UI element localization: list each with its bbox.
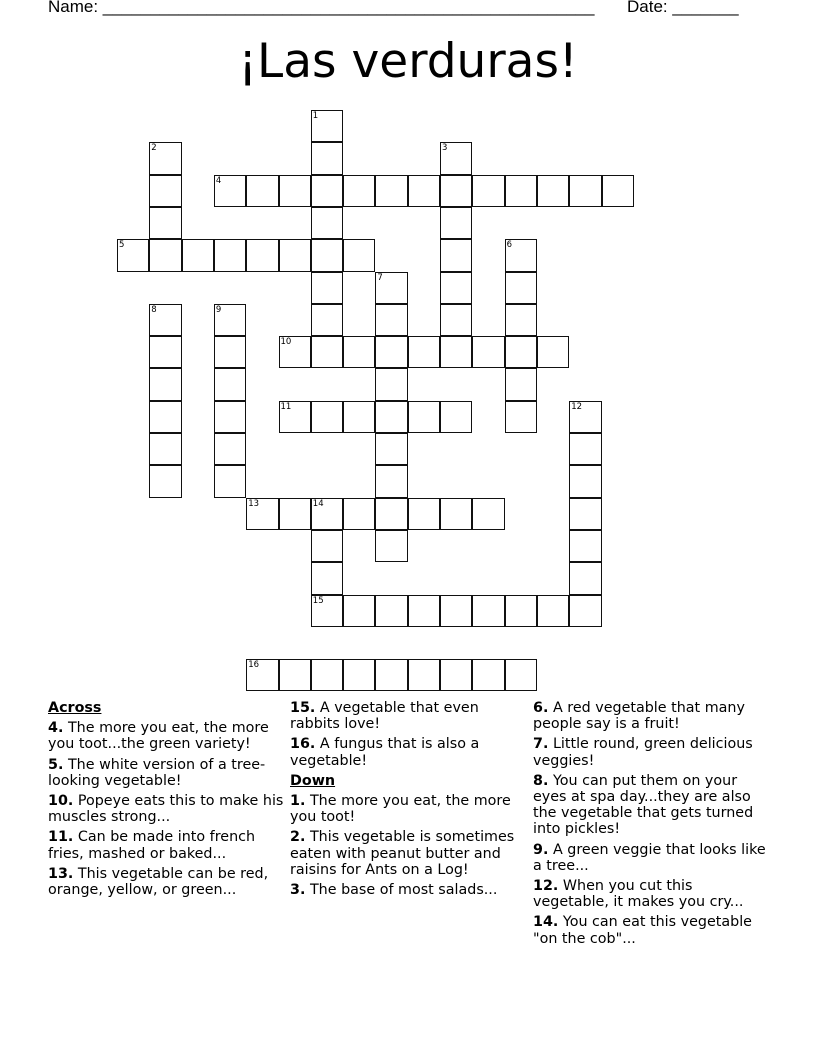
crossword-cell[interactable]: [440, 239, 472, 271]
crossword-cell[interactable]: [311, 498, 343, 530]
crossword-cell[interactable]: [440, 595, 472, 627]
clue-number: 2.: [290, 829, 306, 846]
crossword-cell[interactable]: [375, 401, 407, 433]
crossword-cell[interactable]: [440, 142, 472, 174]
clue-number: 13.: [48, 865, 74, 882]
clue-number: 16.: [290, 736, 316, 753]
clue-number: 14.: [533, 914, 559, 931]
crossword-cell[interactable]: [311, 142, 343, 174]
down-clue: [533, 773, 769, 838]
crossword-cell[interactable]: [505, 336, 537, 368]
crossword-cell[interactable]: [375, 498, 407, 530]
clue-number: 14: [312, 498, 324, 509]
crossword-cell[interactable]: [569, 175, 601, 207]
crossword-cell[interactable]: [311, 239, 343, 271]
clue-number: 9: [215, 304, 222, 315]
clue-text: A green veggie that looks like a tree...: [533, 841, 766, 874]
crossword-cell[interactable]: [149, 142, 181, 174]
crossword-cell[interactable]: [472, 595, 504, 627]
crossword-cell[interactable]: [505, 272, 537, 304]
clue-text: This vegetable is sometimes eaten with peanut butter and raisins for Ants on a Log!: [290, 829, 515, 878]
clue-number: 5: [119, 240, 125, 251]
crossword-cell[interactable]: [569, 562, 601, 594]
clue-number: 12.: [533, 878, 559, 895]
crossword-cell[interactable]: [569, 595, 601, 627]
across-clue: [48, 793, 284, 825]
clue-number: 4: [215, 175, 222, 186]
clue-number: 3: [442, 143, 448, 154]
crossword-cell[interactable]: [311, 304, 343, 336]
down-clue: [290, 829, 526, 878]
clue-text: A fungus that is also a vegetable!: [290, 736, 480, 769]
crossword-cell[interactable]: [214, 401, 246, 433]
crossword-cell[interactable]: [569, 401, 601, 433]
crossword-cell[interactable]: [375, 433, 407, 465]
clue-number: 1.: [290, 793, 306, 810]
crossword-cell[interactable]: [440, 659, 472, 691]
crossword-cell[interactable]: [408, 401, 440, 433]
crossword-cell[interactable]: [472, 175, 504, 207]
crossword-cell[interactable]: [343, 401, 375, 433]
crossword-cell[interactable]: [440, 498, 472, 530]
crossword-cell[interactable]: [440, 175, 472, 207]
crossword-cell[interactable]: [343, 595, 375, 627]
crossword-cell[interactable]: [537, 595, 569, 627]
crossword-cell[interactable]: [279, 336, 311, 368]
clue-number: 2: [151, 143, 157, 154]
clue-text: Little round, green delicious veggies!: [533, 736, 753, 769]
crossword-cell[interactable]: [343, 498, 375, 530]
crossword-cell[interactable]: [375, 659, 407, 691]
clue-text: A vegetable that even rabbits love!: [290, 700, 479, 733]
crossword-cell[interactable]: [472, 336, 504, 368]
crossword-cell[interactable]: [375, 368, 407, 400]
crossword-cell[interactable]: [440, 336, 472, 368]
clue-number: 15.: [290, 700, 316, 716]
crossword-cell[interactable]: [279, 498, 311, 530]
crossword-cell[interactable]: [311, 207, 343, 239]
crossword-cell[interactable]: [505, 175, 537, 207]
crossword-cell[interactable]: [246, 498, 278, 530]
clue-number: 10: [280, 337, 292, 348]
crossword-cell[interactable]: [440, 272, 472, 304]
crossword-cell[interactable]: [505, 304, 537, 336]
crossword-cell[interactable]: [505, 239, 537, 271]
crossword-cell[interactable]: [279, 239, 311, 271]
crossword-cell[interactable]: [569, 530, 601, 562]
crossword-cell[interactable]: [214, 465, 246, 497]
clue-number: 12: [571, 401, 583, 412]
clue-text: The more you eat, the more you toot...the green variety!: [48, 720, 269, 753]
crossword-cell[interactable]: [569, 465, 601, 497]
crossword-cell[interactable]: [149, 175, 181, 207]
name-field[interactable]: Name: ____________________________________________________: [48, 0, 595, 16]
down-clue: [533, 700, 769, 732]
crossword-cell[interactable]: [375, 336, 407, 368]
crossword-cell[interactable]: [279, 175, 311, 207]
crossword-cell[interactable]: [343, 175, 375, 207]
down-heading: Down: [290, 772, 336, 789]
crossword-cell[interactable]: [311, 401, 343, 433]
down-clue: [533, 842, 769, 874]
crossword-cell[interactable]: [440, 401, 472, 433]
crossword-cell[interactable]: [537, 336, 569, 368]
clue-text: The more you eat, the more you toot!: [290, 793, 511, 826]
clue-number: 6.: [533, 700, 549, 716]
down-clue: [533, 914, 769, 946]
crossword-cell[interactable]: [149, 368, 181, 400]
across-heading: Across: [48, 700, 102, 716]
crossword-cell[interactable]: [117, 239, 149, 271]
crossword-cell[interactable]: [440, 207, 472, 239]
crossword-cell[interactable]: [505, 659, 537, 691]
clue-number: 15: [312, 595, 324, 606]
clue-text: When you cut this vegetable, it makes you cry...: [533, 878, 744, 911]
crossword-cell[interactable]: [214, 368, 246, 400]
crossword-cell[interactable]: [472, 659, 504, 691]
crossword-cell[interactable]: [569, 433, 601, 465]
crossword-cell[interactable]: [505, 368, 537, 400]
clue-number: 3.: [290, 882, 306, 899]
down-clue: [533, 736, 769, 768]
clue-number: 16: [248, 660, 260, 671]
crossword-cell[interactable]: [311, 595, 343, 627]
crossword-cell[interactable]: [311, 659, 343, 691]
crossword-cell[interactable]: [311, 530, 343, 562]
crossword-cell[interactable]: [408, 175, 440, 207]
crossword-cell[interactable]: [408, 659, 440, 691]
crossword-cell[interactable]: [214, 239, 246, 271]
clue-number: 6: [506, 240, 513, 251]
crossword-cell[interactable]: [214, 175, 246, 207]
crossword-cell[interactable]: [279, 659, 311, 691]
crossword-cell[interactable]: [149, 336, 181, 368]
crossword-cell[interactable]: [149, 433, 181, 465]
crossword-cell[interactable]: [343, 659, 375, 691]
crossword-cell[interactable]: [214, 336, 246, 368]
clue-number: 9.: [533, 841, 549, 858]
across-clue: [48, 829, 284, 861]
clue-text: This vegetable can be red, orange, yellow, or green...: [48, 865, 269, 899]
crossword-cell[interactable]: [311, 110, 343, 142]
crossword-cell[interactable]: [375, 465, 407, 497]
clue-number: 10.: [48, 793, 74, 810]
crossword-cell[interactable]: [149, 207, 181, 239]
crossword-cell[interactable]: [408, 498, 440, 530]
crossword-cell[interactable]: [214, 304, 246, 336]
crossword-cell[interactable]: [149, 239, 181, 271]
across-clue: [48, 757, 284, 789]
clue-number: 1: [312, 111, 319, 121]
crossword-cell[interactable]: [246, 175, 278, 207]
crossword-cell[interactable]: [569, 498, 601, 530]
clue-text: The white version of a tree-looking vegetable!: [48, 756, 266, 789]
clue-number: 13: [248, 498, 260, 509]
clue-number: 8.: [533, 772, 549, 789]
crossword-cell[interactable]: [375, 530, 407, 562]
clue-number: 5.: [48, 756, 64, 773]
crossword-cell[interactable]: [505, 595, 537, 627]
crossword-cell[interactable]: [343, 336, 375, 368]
across-clue: [48, 720, 284, 752]
crossword-cell[interactable]: [279, 401, 311, 433]
crossword-cell[interactable]: [505, 401, 537, 433]
crossword-cell[interactable]: [182, 239, 214, 271]
crossword-cell[interactable]: [375, 272, 407, 304]
crossword-cell[interactable]: [408, 336, 440, 368]
page-title: ¡Las verduras!: [238, 34, 578, 89]
clue-text: Can be made into french fries, mashed or baked...: [48, 829, 256, 862]
clue-number: 8: [151, 304, 157, 315]
clue-column-2: [290, 700, 526, 902]
clue-text: You can put them on your eyes at spa day...they are also the vegetable that gets turned into pickles!: [533, 772, 754, 838]
clue-text: You can eat this vegetable "on the cob"...: [533, 914, 752, 947]
crossword-cell[interactable]: [246, 239, 278, 271]
crossword-cell[interactable]: [214, 433, 246, 465]
crossword-cell[interactable]: [375, 175, 407, 207]
crossword-cell[interactable]: [149, 304, 181, 336]
clue-text: Popeye eats this to make his muscles strong...: [48, 793, 284, 826]
clue-number: 7.: [533, 736, 549, 753]
clue-text: The base of most salads...: [309, 882, 498, 899]
crossword-cell[interactable]: [311, 175, 343, 207]
down-clue: [290, 793, 526, 825]
crossword-cell[interactable]: [472, 498, 504, 530]
crossword-cell[interactable]: [311, 272, 343, 304]
crossword-cell[interactable]: [375, 595, 407, 627]
clue-text: A red vegetable that many people say is a fruit!: [533, 700, 745, 733]
crossword-cell[interactable]: [537, 175, 569, 207]
across-clue: [48, 866, 284, 898]
down-clue: [533, 878, 769, 910]
crossword-cell[interactable]: [602, 175, 634, 207]
clue-column-3: [533, 700, 769, 951]
across-clue: [290, 700, 526, 732]
crossword-cell[interactable]: [311, 562, 343, 594]
date-field[interactable]: Date: _______: [627, 0, 739, 16]
clue-column-1: [48, 700, 284, 902]
crossword-cell[interactable]: [375, 304, 407, 336]
crossword-cell[interactable]: [246, 659, 278, 691]
clue-number: 7: [377, 272, 383, 283]
crossword-cell[interactable]: [343, 239, 375, 271]
crossword-cell[interactable]: [311, 336, 343, 368]
crossword-cell[interactable]: [149, 465, 181, 497]
down-clue: [290, 882, 526, 898]
clue-number: 4.: [48, 720, 64, 737]
clue-number: 11.: [48, 829, 74, 846]
crossword-cell[interactable]: [149, 401, 181, 433]
across-clue: [290, 736, 526, 768]
crossword-cell[interactable]: [408, 595, 440, 627]
crossword-cell[interactable]: [440, 304, 472, 336]
clue-number: 11: [280, 401, 292, 412]
